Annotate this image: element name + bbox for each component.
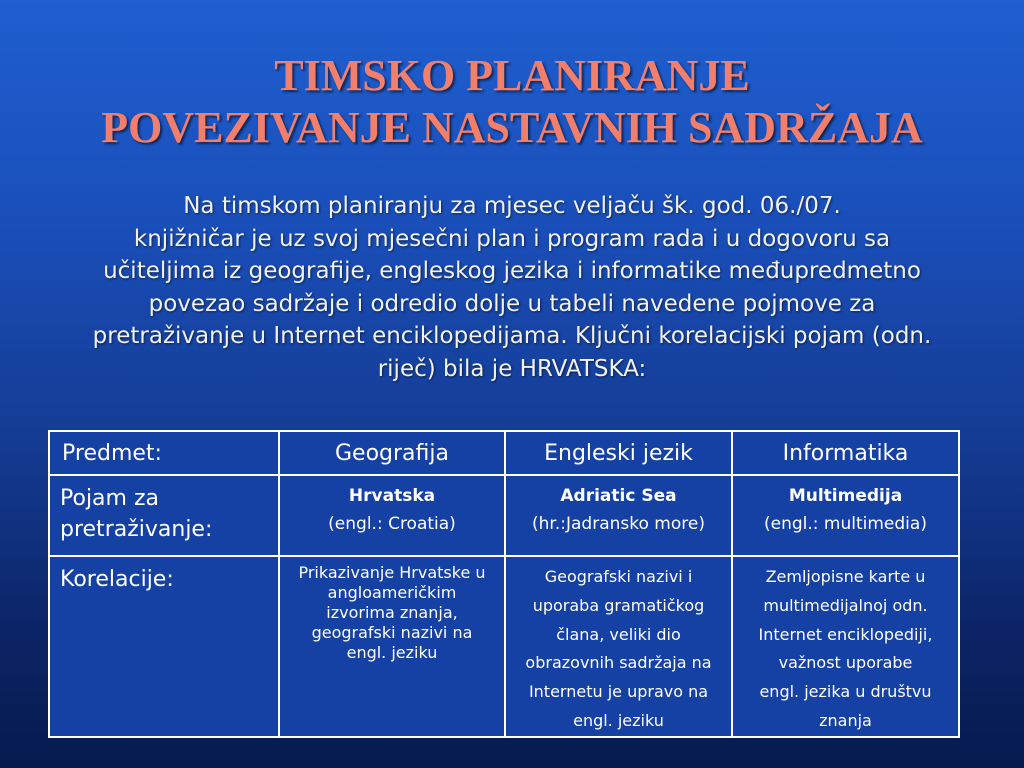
search-term: Hrvatska	[348, 486, 436, 506]
row-label-line: pretraživanje:	[60, 517, 213, 542]
correlation-line: Geografski nazivi i	[544, 567, 693, 586]
correlation-line: Zemljopisne karte u	[765, 567, 926, 586]
row-label-correlations: Korelacije:	[49, 556, 279, 737]
correlation-line: angloameričkim	[327, 583, 457, 602]
header-cell-english: Engleski jezik	[505, 431, 732, 475]
search-term-geography	[279, 475, 505, 556]
table-header-row	[49, 431, 959, 475]
row-label-search-term	[49, 475, 279, 556]
correlation-line: Internet enciklopediji,	[758, 624, 933, 644]
intro-line: knjižničar je uz svoj mjesečni plan i program rada i u dogovoru sa	[133, 225, 891, 252]
correlation-line: engl. jezika u društvu	[759, 682, 932, 702]
search-term-english	[505, 475, 732, 556]
correlation-line: multimedijalnoj odn.	[763, 595, 928, 615]
search-term-translation: (engl.: Croatia)	[328, 514, 456, 534]
row-label-line: Pojam za	[60, 486, 159, 511]
title-line-2: POVEZIVANJE NASTAVNIH SADRŽAJA	[101, 103, 923, 152]
correlation-line: člana, veliki dio	[556, 624, 681, 644]
search-term-translation: (engl.: multimedia)	[764, 514, 927, 534]
correlation-line: Prikazivanje Hrvatske u	[298, 563, 486, 582]
table-row-correlations	[49, 556, 959, 737]
correlation-line: obrazovnih sadržaja na	[525, 653, 712, 673]
correlation-line: važnost uporabe	[778, 653, 913, 673]
search-term-informatics	[732, 475, 959, 556]
correlation-line: znanja	[819, 710, 872, 730]
header-cell-subject: Predmet:	[49, 431, 279, 475]
correlation-line: engl. jeziku	[573, 710, 664, 730]
correlation-informatics	[732, 556, 959, 737]
correlation-english	[505, 556, 732, 737]
correlation-line: geografski nazivi na	[311, 623, 473, 642]
search-term: Multimedija	[788, 486, 903, 506]
correlation-line: Internetu je upravo na	[528, 682, 709, 702]
header-cell-informatics: Informatika	[732, 431, 959, 475]
correlation-line: uporaba gramatičkog	[532, 595, 705, 615]
slide-title	[0, 50, 1024, 154]
intro-line: povezao sadržaje i odredio dolje u tabeli navedene pojmove za	[148, 290, 876, 317]
correlation-line: engl. jeziku	[346, 643, 438, 662]
intro-line: učiteljima iz geografije, engleskog jezika i informatike međupredmetno	[103, 258, 921, 284]
intro-line: Na timskom planiranju za mjesec veljaču šk. god. 06./07.	[183, 193, 841, 219]
correlation-table	[48, 430, 960, 738]
intro-paragraph	[20, 190, 1004, 385]
title-line-1: TIMSKO PLANIRANJE	[274, 51, 750, 100]
search-term: Adriatic Sea	[560, 486, 677, 506]
header-cell-geography: Geografija	[279, 431, 505, 475]
search-term-translation: (hr.:Jadransko more)	[532, 514, 705, 534]
intro-line: riječ) bila je HRVATSKA:	[377, 355, 647, 382]
correlation-line: izvorima znanja,	[326, 603, 458, 622]
correlation-geography	[279, 556, 505, 737]
table-row-search-term	[49, 475, 959, 556]
intro-line: pretraživanje u Internet enciklopedijama. Ključni korelacijski pojam (odn.	[92, 323, 932, 349]
